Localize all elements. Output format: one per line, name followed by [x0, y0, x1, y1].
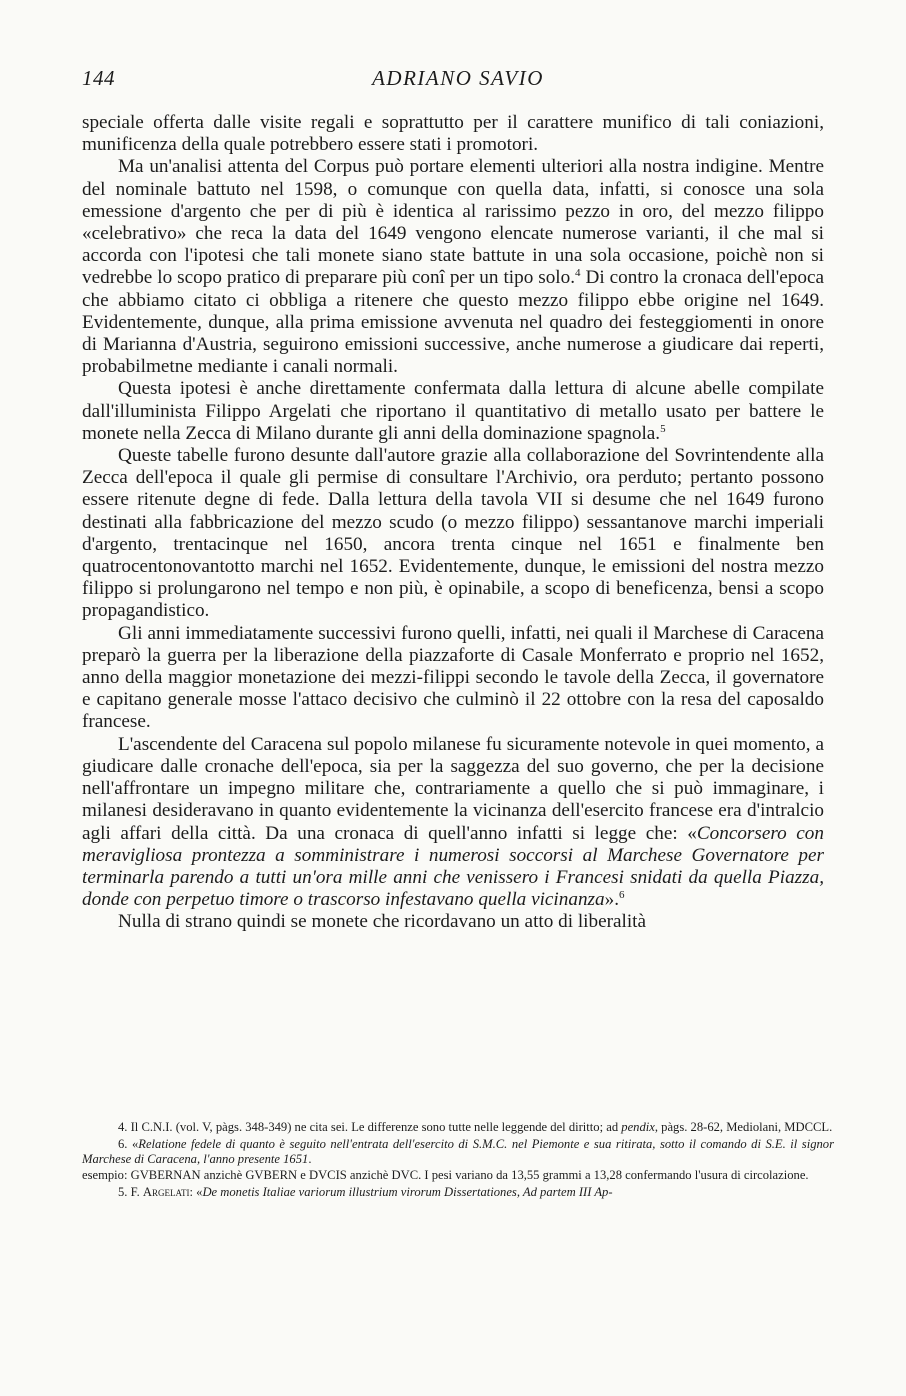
paragraph-text: L'ascendente del Caracena sul popolo milanese fu sicuramente notevole in quei momento, a giudicare dalle cronache dell'epoca, sia per la saggezza del suo governo, che per la decisione nell'affrontare un impegno militare che, contrariamente a quello che si può immaginare, i milanesi desideravano in quanto evidentemente la vicinanza dell'esercito francese era d'intralcio agli affari della città. Da una cronaca di quell'anno infatti si legge che: « [82, 733, 824, 844]
footnotes [82, 1120, 834, 1202]
paragraph-7 [82, 911, 824, 933]
footnote-italic: De monetis Italiae variorum illustrium virorum Dissertationes, Ad partem III Ap- [202, 1184, 613, 1199]
running-title: ADRIANO SAVIO [372, 66, 544, 90]
footnote-text: F. [130, 1184, 143, 1199]
paragraph-text: Ma un'analisi attenta del Corpus può portare elementi ulteriori alla nostra indigine. Mentre del nominale battuto nel 1598, o comunque con quella data, infatti, si conosce una sola emessione d'argento che per di più è identica al rarissimo pezzo in oro, del mezzo filippo «celebrativo» che reca la data del 1649 vengono elencate numerose varianti, il che mal si accorda con l'ipotesi che tali monete siano state battute in una sola occasione, poichè non si vedrebbe lo scopo pratico di preparare più conî per un tipo solo. [82, 156, 824, 289]
paragraph-3 [82, 378, 824, 445]
paragraph-6 [82, 734, 824, 912]
paragraph-text: Gli anni immediatamente successivi furono quelli, infatti, nei quali il Marchese di Caracena preparò la guerra per la liberazione della piazzaforte di Casale Monferrato e proprio nel 1652, anno della maggior monetazione dei mezzi-filippi secondo le tavole della Zecca, il governatore e capitano generale mosse l'attaco decisivo che culminò il 22 ottobre con la resa del caposaldo francese. [82, 622, 824, 733]
footnote-number: 5. [118, 1184, 128, 1199]
footnote-text: , pàgs. 28-62, Mediolani, MDCCL. [654, 1120, 833, 1134]
footnote-4 [82, 1120, 834, 1135]
paragraph-text: Nulla di strano quindi se monete che ricordavano un atto di liberalità [118, 911, 647, 933]
paragraph-text: speciale offerta dalle visite regali e soprattutto per il carattere munifico di tali coniazioni, munificenza della quale potrebbero essere stati i promotori. [82, 112, 824, 156]
paragraph-2 [82, 156, 824, 378]
quotation-italic: Concorsero con meravigliosa prontezza a somministrare i numerosi soccorsi al Marchese Governatore per terminarla parendo a tutti un'ora mille anni che venissero i Francesi snidati da quella Piazza, donde con perpetuo timore o trascorso infestavano quella vicinanza [82, 822, 824, 911]
paragraph-text: Queste tabelle furono desunte dall'autore grazie alla collaborazione del Sovrintendente alla Zecca dell'epoca il quale gli permise di consultare l'Archivio, ora perduto; pertanto possono essere ritenute degne di fede. Dalla lettura della tavola VII si desume che nel 1649 furono destinati alla fabbricazione del mezzo scudo (o mezzo filippo) sessantanove marchi imperiali d'argento, trentacinque nel 1650, ancora trenta cinque nel 1651 e finalmente ben quatrocentonovantotto marchi nel 1652. Evidentemente, dunque, le emissioni del nostra mezzo filippo si prolungarono nel tempo e non più, è opinabile, a scopo di beneficenza, bensi a scopo propagandistico. [82, 445, 824, 622]
footnote-continuation [82, 1168, 834, 1183]
footnote-6 [82, 1137, 834, 1167]
body-text [82, 112, 824, 934]
footnote-italic: pendix [621, 1120, 655, 1134]
footnote-italic: Relatione fedele di quanto è seguito nell'entrata dell'esercito di S.M.C. nel Piemonte e sua ritirata, sotto il comando di S.E. il signor Marchese di Caracena, l'anno presente 1651 [82, 1137, 834, 1167]
footnote-ref: 6 [619, 889, 625, 902]
footnote-text: : « [189, 1184, 203, 1199]
footnote-text: esempio: GVBERNAN anzichè GVBERN e DVCIS anzichè DVC. I pesi variano da 13,55 grammi a 13,28 confermando l'usura di circolazione. [82, 1167, 809, 1182]
paragraph-4 [82, 445, 824, 623]
page-number: 144 [82, 66, 115, 90]
footnote-text: Il C.N.I. (vol. V, pàgs. 348-349) ne cita sei. Le differenze sono tutte nelle leggende del diritto; ad [130, 1120, 622, 1134]
footnote-text: . [308, 1152, 312, 1167]
page-header [82, 66, 834, 98]
paragraph-1 [82, 112, 824, 156]
paragraph-text: Di contro la cronaca dell'epoca che abbiamo citato ci obbliga a ritenere che questo mezzo filippo ebbe origine nel 1649. Evidentemente, dunque, alla prima emissione avvenuta nel quadro dei festeggiomenti in onore di Marianna d'Austria, seguirono emissioni successive, anche numerose a giudicare dai reperti, probabilmetne mediante i canali normali. [82, 267, 824, 378]
footnote-number: 4. [118, 1120, 128, 1134]
paragraph-5 [82, 623, 824, 734]
footnote-number: 6. [118, 1137, 128, 1152]
paragraph-text: Questa ipotesi è anche direttamente confermata dalla lettura di alcune abelle compilate dall'illuminista Filippo Argelati che riportano il quantitativo di metallo usato per battere le monete nella Zecca di Milano durante gli anni della dominazione spagnola. [82, 378, 824, 444]
footnote-5 [82, 1185, 834, 1200]
footnote-text: « [131, 1137, 139, 1152]
footnote-ref: 4 [575, 267, 581, 280]
paragraph-text: ». [604, 889, 619, 911]
footnote-ref: 5 [660, 422, 666, 435]
author-name: Argelati [142, 1184, 190, 1199]
